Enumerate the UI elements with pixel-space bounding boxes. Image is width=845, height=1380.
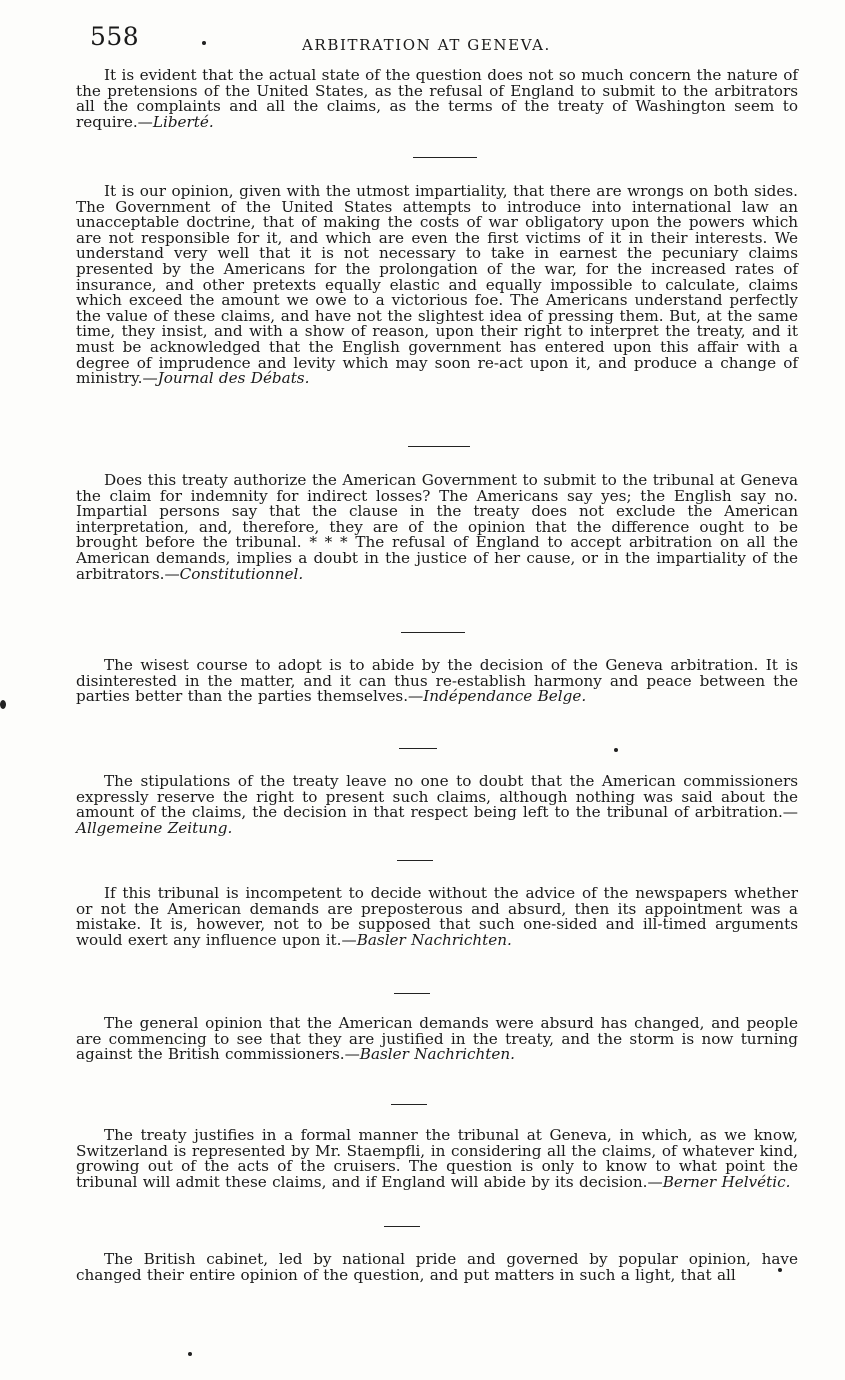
excerpt-independance-belge — [76, 658, 798, 705]
excerpt-paragraph: The British cabinet, led by national pride and governed by popular opinion, have changed their entire opinion of the question, and put matters in such a light, that all — [76, 1250, 798, 1284]
section-divider — [399, 748, 437, 749]
excerpt-paragraph: The treaty justifies in a formal manner the tribunal at Geneva, in which, as we know, Switzerland is represented by Mr. Staempfli, in considering all the claims, of whatever kind, growing out of the acts of the cruisers. The question is only to know to what point the tribunal will admit these claims, and if England will abide by its decision.—Berner Helvétic. — [76, 1126, 798, 1191]
running-title: ARBITRATION AT GENEVA. — [302, 36, 551, 54]
excerpt-allgemeine-zeitung — [76, 774, 798, 836]
excerpt-source: Indépendance Belge. — [423, 687, 587, 706]
page-number: 558 — [90, 22, 140, 51]
section-divider — [397, 860, 433, 861]
excerpt-basler-nachrichten-2 — [76, 1016, 798, 1063]
excerpt-source: Liberté. — [152, 112, 214, 131]
print-speck — [202, 41, 206, 45]
excerpt-paragraph: The stipulations of the treaty leave no one to doubt that the American commissioners expressly reserve the right to present such claims, although nothing was said about the amount of the claims, the decision in that respect being left to the tribunal of arbitration.—Allgemeine Zeitung. — [76, 772, 798, 837]
excerpt-paragraph: It is evident that the actual state of the question does not so much concern the nature of the pretensions of the United States, as the refusal of England to submit to the arbitrators all the complaints and all the claims, as the terms of the treaty of Washington seem to require.—Liberté. — [76, 66, 798, 131]
section-divider — [401, 632, 465, 633]
print-speck — [778, 1268, 782, 1272]
excerpt-liberte — [76, 68, 798, 130]
excerpt-paragraph: Does this treaty authorize the American Government to submit to the tribunal at Geneva the claim for indemnity for indirect losses? The Americans say yes; the English say no. Impartial persons say that the clause in the treaty does not exclude the American interpretation, and, therefore, they are of the opinion that the difference ought to be brought before the tribunal. * * * The refusal of England to accept arbitration on all the American demands, implies a doubt in the justice of her cause, or in the impartiality of the arbitrators.—Constitutionnel. — [76, 471, 798, 583]
excerpt-journal-des-debats — [76, 184, 798, 387]
excerpt-source: Basler Nachrichten. — [359, 1045, 515, 1064]
page-header — [90, 22, 805, 62]
excerpt-basler-nachrichten-1 — [76, 886, 798, 948]
excerpt-paragraph: It is our opinion, given with the utmost impartiality, that there are wrongs on both sides. The Government of the United States attempts to introduce into international law an unacceptable doctrine, that of making the costs of war obligatory upon the powers which are not responsible for it, and which are even the first victims of it in their interests. We understand very well that it is not necessary to take in earnest the pecuniary claims presented by the Americans for the prolongation of the war, for the increased rates of insurance, and other pretexts equally elastic and equally impossible to calculate, claims which exceed the amount we owe to a victorious foe. The Americans understand perfectly the value of these claims, and have not the slightest idea of pressing them. But, at the same time, they insist, and with a show of reason, upon their right to interpret the treaty, and it must be acknowledged that the English government has entered upon this affair with a degree of imprudence and levity which may soon re-act upon it, and produce a change of ministry.—Journal des Débats. — [76, 182, 798, 388]
excerpt-berner-helvetic — [76, 1128, 798, 1190]
excerpt-source: Journal des Débats. — [157, 369, 310, 388]
excerpt-constitutionnel — [76, 473, 798, 582]
excerpt-source: Basler Nachrichten. — [356, 930, 512, 949]
excerpt-source: Constitutionnel. — [179, 564, 304, 583]
excerpt-paragraph: The wisest course to adopt is to abide by the decision of the Geneva arbitration. It is disinterested in the matter, and it can thus re-establish harmony and peace between the parties better than the parties themselves.—Indépendance Belge. — [76, 656, 798, 706]
excerpt-paragraph: If this tribunal is incompetent to decide without the advice of the newspapers whether or not the American demands are preposterous and absurd, then its appointment was a mistake. It is, however, not to be supposed that such one-sided and ill-timed arguments would exert any influence upon it.—Basler Nachrichten. — [76, 884, 798, 949]
print-speck — [188, 1352, 192, 1356]
excerpt-paragraph: The general opinion that the American demands were absurd has changed, and people are commencing to see that they are justified in the treaty, and the storm is now turning against the British commissioners.—Basler Nachrichten. — [76, 1014, 798, 1064]
excerpt-source: Berner Helvétic. — [662, 1172, 791, 1191]
section-divider — [391, 1104, 427, 1105]
excerpt-british-cabinet — [76, 1252, 798, 1283]
excerpt-source: Allgemeine Zeitung. — [76, 818, 233, 837]
section-divider — [394, 993, 430, 994]
print-speck — [0, 700, 6, 709]
print-speck — [614, 748, 618, 752]
section-divider — [384, 1226, 420, 1227]
section-divider — [408, 446, 470, 447]
section-divider — [413, 157, 477, 158]
